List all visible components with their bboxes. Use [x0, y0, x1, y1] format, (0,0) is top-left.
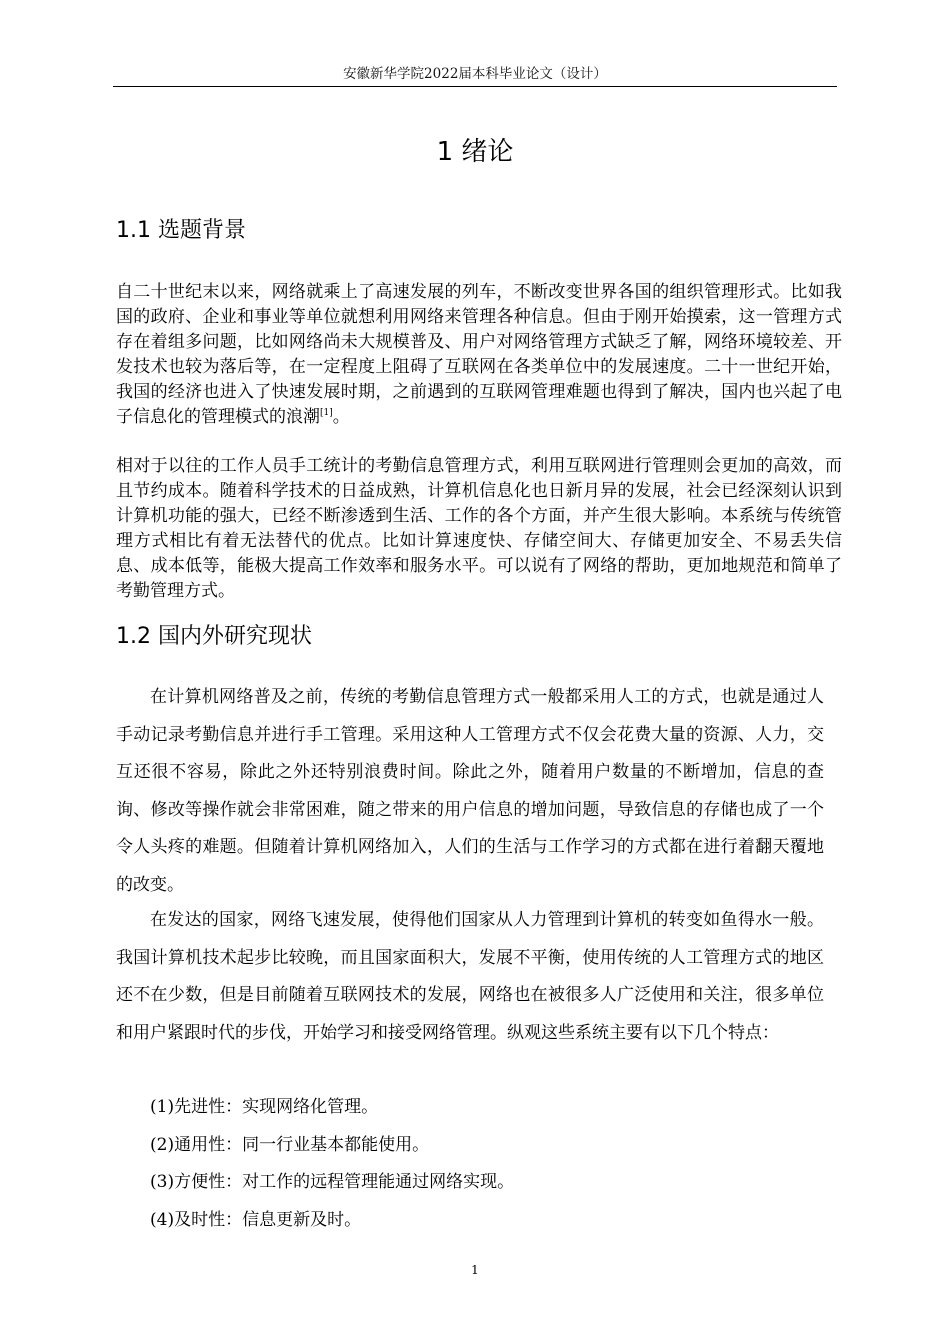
paragraph-research-2: 在发达的国家，网络飞速发展，使得他们国家从人力管理到计算机的转变如鱼得水一般。我国计算机技术起步比较晚，而且国家面积大，发展不平衡，使用传统的人工管理方式的地区还不在少数，但是目前随着互联网技术的发展，网络也在被很多人广泛使用和关注，很多单位和用户紧跟时代的步伐，开始学习和接受网络管理。纵观这些系统主要有以下几个特点： [116, 910, 824, 1043]
paragraph-background-2: 相对于以往的工作人员手工统计的考勤信息管理方式，利用互联网进行管理则会更加的高效，而且节约成本。随着科学技术的日益成熟，计算机信息化也日新月异的发展，社会已经深刻认识到计算机功能的强大，已经不断渗透到生活、工作的各个方面，并产生很大影响。本系统与传统管理方式相比有着无法替代的优点。比如计算速度快、存储空间大、存储更加安全、不易丢失信息、成本低等，能极大提高工作效率和服务水平。可以说有了网络的帮助，更加地规范和简单了考勤管理方式。 [116, 456, 842, 601]
paragraph-background-1 [116, 280, 842, 430]
feature-list [150, 1089, 514, 1239]
header-divider [113, 86, 837, 87]
page-header: 安徽新华学院2022届本科毕业论文（设计） [343, 66, 607, 82]
section-title-research-status: 1.2 国内外研究现状 [116, 624, 312, 649]
citation-marker: [1] [320, 408, 333, 418]
chapter-title: 1 绪论 [436, 137, 514, 167]
paragraph-tail: 。 [332, 407, 350, 427]
paragraph-text: 自二十世纪末以来，网络就乘上了高速发展的列车，不断改变世界各国的组织管理形式。比如我国的政府、企业和事业等单位就想利用网络来管理各种信息。但由于刚开始摸索，这一管理方式存在着组多问题，比如网络尚未大规模普及、用户对网络管理方式缺乏了解，网络环境较差、开发技术也较为落后等，在一定程度上阻碍了互联网在各类单位中的发展速度。二十一世纪开始，我国的经济也进入了快速发展时期，之前遇到的互联网管理难题也得到了解决，国内也兴起了电子信息化的管理模式的浪潮 [116, 282, 842, 427]
paragraph-research-1: 在计算机网络普及之前，传统的考勤信息管理方式一般都采用人工的方式，也就是通过人手动记录考勤信息并进行手工管理。采用这种人工管理方式不仅会花费大量的资源、人力，交互还很不容易，除此之外还特别浪费时间。除此之外，随着用户数量的不断增加，信息的查询、修改等操作就会非常困难，随之带来的用户信息的增加问题，导致信息的存储也成了一个令人头疼的难题。但随着计算机网络加入，人们的生活与工作学习的方式都在进行着翻天覆地的改变。 [116, 687, 824, 895]
list-item: (1)先进性：实现网络化管理。 [150, 1097, 379, 1117]
list-item: (4)及时性：信息更新及时。 [150, 1209, 362, 1230]
section-title-background: 1.1 选题背景 [116, 218, 246, 243]
list-item: (3)方便性：对工作的远程管理能通过网络实现。 [150, 1172, 515, 1192]
list-item: (2)通用性：同一行业基本都能使用。 [150, 1134, 430, 1155]
page-number: 1 [471, 1263, 479, 1277]
